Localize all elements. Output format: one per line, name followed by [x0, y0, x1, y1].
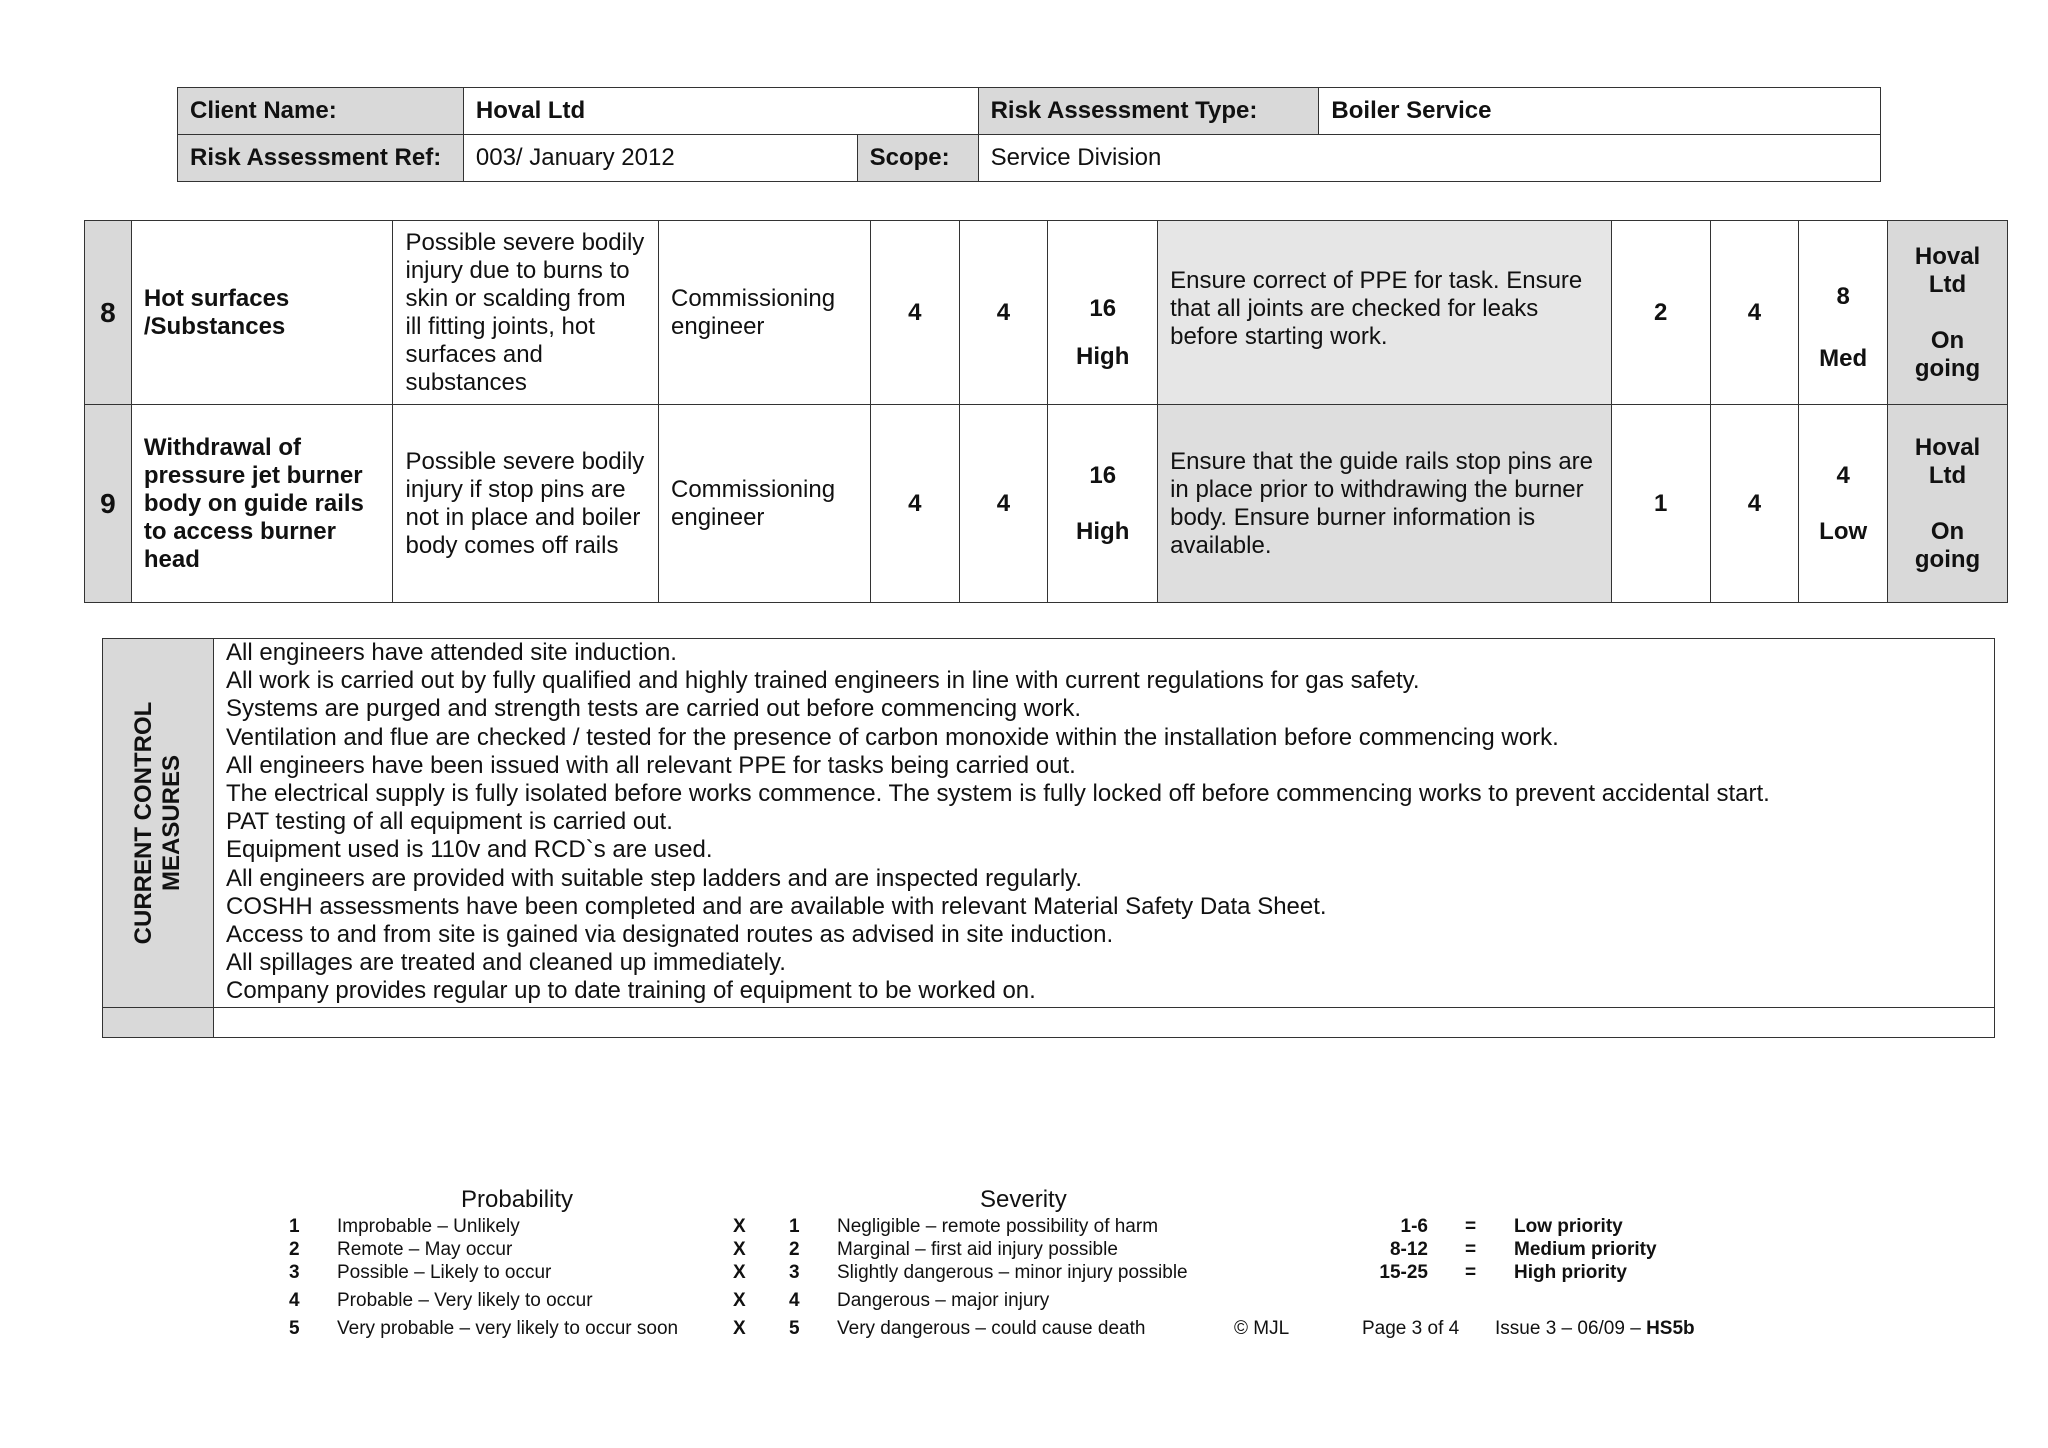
probability-title: Probability — [461, 1186, 574, 1213]
severity-text: Slightly dangerous – minor injury possible — [837, 1262, 1188, 1283]
hazard-table — [84, 220, 2008, 603]
probability-text: Very probable – very likely to occur soon — [337, 1318, 679, 1339]
hazard-title: Hot surfaces /Substances — [131, 221, 393, 405]
probability-num: 5 — [289, 1318, 300, 1339]
priority-label: Medium priority — [1514, 1239, 1657, 1260]
residual-severity: 4 — [1710, 405, 1799, 603]
risk-rating-level: High — [1076, 517, 1130, 545]
hazard-title: Withdrawal of pressure jet burner body on guide rails to access burner head — [131, 405, 393, 603]
probability-text: Probable – Very likely to occur — [337, 1290, 593, 1311]
risk-rating-level: High — [1076, 342, 1130, 370]
control-measure-item: Ventilation and flue are checked / tested for the presence of carbon monoxide within the installation before commencing work. — [226, 723, 1559, 751]
client-name-value: Hoval Ltd — [463, 88, 978, 135]
control-measure-item: Systems are purged and strength tests are carried out before commencing work. — [226, 695, 1082, 723]
hazard-row-9 — [85, 405, 2008, 603]
control-measure-item: All engineers are provided with suitable step ladders and are inspected regularly. — [226, 864, 1083, 892]
control-measure: Ensure correct of PPE for task. Ensure that all joints are checked for leaks before starting work. — [1158, 221, 1612, 405]
priority-range: 8-12 — [1389, 1239, 1428, 1260]
control-measures-table — [102, 638, 1995, 1038]
residual-rating — [1799, 405, 1888, 603]
priority-range: 15-25 — [1379, 1262, 1428, 1283]
priority-eq: = — [1465, 1262, 1477, 1283]
probability-num: 4 — [289, 1290, 300, 1311]
residual-rating-value: 8 — [1836, 282, 1850, 310]
assessment-ref-label: Risk Assessment Ref: — [178, 135, 464, 182]
probability-num: 1 — [289, 1216, 300, 1237]
probability-num: 3 — [289, 1262, 300, 1283]
severity-num: 1 — [789, 1216, 800, 1237]
persons-at-risk: Commissioning engineer — [659, 221, 871, 405]
residual-rating-level: Low — [1819, 517, 1868, 545]
control-measures-label-line1: CURRENT CONTROL — [130, 701, 157, 945]
action-status-text: On going — [1914, 326, 1981, 382]
empty-content-cell — [214, 1008, 1995, 1038]
hazard-risk: Possible severe bodily injury if stop pins are not in place and boiler body comes off rails — [393, 405, 659, 603]
severity-title: Severity — [980, 1186, 1067, 1213]
control-measure-item: The electrical supply is fully isolated before works commence. The system is fully locked off before commencing works to prevent accidental start. — [226, 780, 1770, 808]
copyright: © MJL — [1234, 1318, 1290, 1339]
action-by: Hoval Ltd — [1914, 433, 1981, 489]
issue-info — [1495, 1318, 1695, 1340]
risk-rating-value: 16 — [1089, 294, 1117, 322]
control-measure-item: All engineers have been issued with all relevant PPE for tasks being carried out. — [226, 751, 1076, 779]
scope-value: Service Division — [978, 135, 1880, 182]
page-number: Page 3 of 4 — [1362, 1318, 1460, 1339]
scope-label: Scope: — [857, 135, 978, 182]
hazard-risk: Possible severe bodily injury due to burns to skin or scalding from ill fitting joints, hot surfaces and substances — [393, 221, 659, 405]
control-measure-item: Company provides regular up to date training of equipment to be worked on. — [226, 977, 1036, 1005]
residual-rating — [1799, 221, 1888, 405]
control-measure: Ensure that the guide rails stop pins are in place prior to withdrawing the burner body. Ensure burner information is available. — [1158, 405, 1612, 603]
probability-num: 2 — [289, 1239, 300, 1260]
priority-range: 1-6 — [1400, 1216, 1428, 1237]
hazard-number: 9 — [85, 405, 132, 603]
empty-label-cell — [103, 1008, 214, 1038]
multiply-sign: X — [733, 1290, 746, 1311]
probability-value: 4 — [870, 221, 959, 405]
probability-text: Improbable – Unlikely — [337, 1216, 520, 1237]
multiply-sign: X — [733, 1216, 746, 1237]
residual-severity: 4 — [1710, 221, 1799, 405]
control-measure-item: Equipment used is 110v and RCD`s are used. — [226, 836, 713, 864]
control-measure-item: All engineers have attended site induction. — [226, 639, 677, 666]
control-measures-label-line2: MEASURES — [158, 754, 185, 892]
risk-rating — [1048, 405, 1158, 603]
action-status — [1888, 221, 2008, 405]
hazard-number: 8 — [85, 221, 132, 405]
priority-eq: = — [1465, 1216, 1477, 1237]
residual-probability: 2 — [1611, 221, 1710, 405]
residual-rating-level: Med — [1819, 344, 1868, 372]
risk-rating — [1048, 221, 1158, 405]
hazard-row-8 — [85, 221, 2008, 405]
severity-value: 4 — [959, 405, 1048, 603]
severity-text: Negligible – remote possibility of harm — [837, 1216, 1159, 1237]
multiply-sign: X — [733, 1318, 746, 1339]
priority-label: High priority — [1514, 1262, 1627, 1283]
severity-num: 2 — [789, 1239, 800, 1260]
issue-text: Issue 3 – 06/09 – — [1495, 1318, 1641, 1339]
control-measures-label — [103, 639, 214, 1008]
multiply-sign: X — [733, 1239, 746, 1260]
severity-value: 4 — [959, 221, 1048, 405]
action-by: Hoval Ltd — [1914, 242, 1981, 298]
probability-value: 4 — [870, 405, 959, 603]
assessment-type-value: Boiler Service — [1319, 88, 1881, 135]
action-status — [1888, 405, 2008, 603]
control-measure-item: Access to and from site is gained via designated routes as advised in site induction. — [226, 921, 1114, 949]
multiply-sign: X — [733, 1262, 746, 1283]
severity-num: 4 — [789, 1290, 800, 1311]
action-status-text: On going — [1914, 517, 1981, 573]
severity-text: Dangerous – major injury — [837, 1290, 1050, 1311]
document-code: HS5b — [1646, 1318, 1695, 1339]
control-measure-item: All work is carried out by fully qualified and highly trained engineers in line with current regulations for gas safety. — [226, 667, 1420, 695]
header-table — [177, 87, 1881, 182]
persons-at-risk: Commissioning engineer — [659, 405, 871, 603]
residual-rating-value: 4 — [1836, 461, 1850, 489]
severity-text: Marginal – first aid injury possible — [837, 1239, 1118, 1260]
control-measure-item: PAT testing of all equipment is carried out. — [226, 808, 673, 836]
risk-rating-value: 16 — [1089, 461, 1117, 489]
priority-eq: = — [1465, 1239, 1477, 1260]
empty-row — [103, 1008, 1995, 1038]
assessment-type-label: Risk Assessment Type: — [978, 88, 1319, 135]
probability-text: Possible – Likely to occur — [337, 1262, 552, 1283]
severity-text: Very dangerous – could cause death — [837, 1318, 1146, 1339]
control-measure-item: COSHH assessments have been completed and are available with relevant Material Safety Data Sheet. — [226, 892, 1327, 920]
control-measure-item: All spillages are treated and cleaned up immediately. — [226, 949, 786, 977]
control-measures-list — [214, 639, 1995, 1008]
priority-label: Low priority — [1514, 1216, 1623, 1237]
client-name-label: Client Name: — [178, 88, 464, 135]
residual-probability: 1 — [1611, 405, 1710, 603]
assessment-ref-value: 003/ January 2012 — [463, 135, 857, 182]
probability-text: Remote – May occur — [337, 1239, 513, 1260]
severity-num: 5 — [789, 1318, 800, 1339]
severity-num: 3 — [789, 1262, 800, 1283]
